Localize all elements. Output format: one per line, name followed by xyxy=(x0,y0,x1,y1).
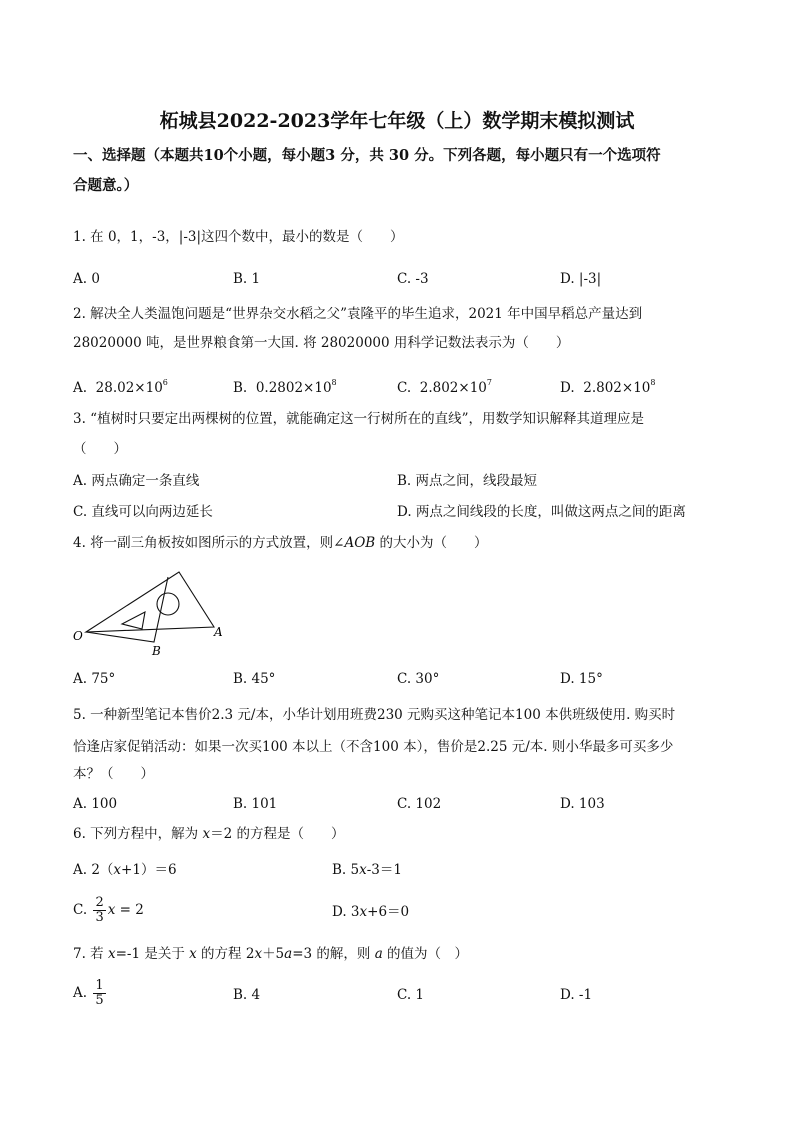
q2-option-a xyxy=(73,374,168,397)
question-1-stem: 1. 在 0，1，-3，|-3|这四个数中，最小的数是（ ） xyxy=(73,229,404,245)
q3-option-d: D. 两点之间线段的长度，叫做这两点之间的距离 xyxy=(397,504,686,520)
stem-text: 的值为（ ） xyxy=(382,946,469,962)
option-text: +6＝0 xyxy=(367,904,410,920)
stem-text: 的大小为（ ） xyxy=(375,535,488,551)
stem-text: 7. 若 xyxy=(73,946,108,962)
inner-triangle-hole xyxy=(122,612,145,629)
fraction xyxy=(93,896,105,925)
denominator: 3 xyxy=(95,910,104,925)
q3-option-c: C. 直线可以向两边延长 xyxy=(73,504,213,520)
q7-option-d: D. -1 xyxy=(560,987,593,1003)
q6-option-d xyxy=(332,903,409,921)
q7-option-a xyxy=(73,979,108,1008)
option-label: C. xyxy=(73,902,88,918)
variable: x xyxy=(359,862,367,878)
question-6-stem xyxy=(73,825,344,843)
numerator: 1 xyxy=(95,978,104,993)
option-label: B. xyxy=(233,380,248,396)
option-exponent: 6 xyxy=(162,378,168,387)
section-heading: 一、选择题（本题共10个小题，每小题3 分，共 30 分。下列各题，每小题只有一个选项符 xyxy=(73,147,661,164)
option-base: 2.802×10 xyxy=(583,380,651,396)
exam-title: 柘城县2022-2023学年七年级（上）数学期末模拟测试 xyxy=(159,110,635,132)
option-base: 0.2802×10 xyxy=(255,380,332,396)
q4-option-d: D. 15° xyxy=(560,671,603,687)
q5-option-b: B. 101 xyxy=(233,796,278,812)
q2-option-d xyxy=(560,374,655,397)
variable: x xyxy=(254,946,263,962)
q4-option-b: B. 45° xyxy=(233,671,276,687)
q1-option-d: D. |-3| xyxy=(560,271,602,287)
q1-option-b: B. 1 xyxy=(233,271,261,287)
label-b: B xyxy=(152,644,161,658)
q4-option-a: A. 75° xyxy=(73,671,116,687)
option-label: A. xyxy=(73,985,88,1001)
denominator: 5 xyxy=(95,993,104,1008)
q6-option-a xyxy=(73,861,177,879)
q2-option-c xyxy=(397,374,492,397)
option-text: = 2 xyxy=(115,902,144,918)
question-5-stem-cont: 恰逢店家促销活动：如果一次买100 本以上（不含100 本），售价是2.25 元/本. 则小华最多可买多少 xyxy=(73,739,674,755)
question-3-stem-cont: （ ） xyxy=(73,441,127,457)
option-text: A. 2（ xyxy=(73,862,114,878)
stem-text: 6. 下列方程中，解为 xyxy=(73,826,203,842)
stem-text: ＝2 的方程是（ ） xyxy=(210,826,345,842)
variable: a xyxy=(374,946,383,962)
option-label: A. xyxy=(73,380,88,396)
q3-option-a: A. 两点确定一条直线 xyxy=(73,473,200,489)
option-base: 2.802×10 xyxy=(419,380,487,396)
option-exponent: 8 xyxy=(331,378,337,387)
q3-option-b: B. 两点之间，线段最短 xyxy=(397,473,538,489)
question-7-stem xyxy=(73,945,468,963)
q6-option-b xyxy=(332,861,402,879)
variable: x xyxy=(113,862,122,878)
stem-text: =-1 是关于 xyxy=(115,946,190,962)
fraction xyxy=(93,979,105,1008)
option-label: D. xyxy=(560,380,575,396)
option-base: 28.02×10 xyxy=(95,380,163,396)
question-5-stem: 5. 一种新型笔记本售价2.3 元/本，小华计划用班费230 元购买这种笔记本100 本供班级使用. 购买时 xyxy=(73,707,676,723)
option-text: D. 3 xyxy=(332,904,360,920)
q1-option-a: A. 0 xyxy=(73,271,100,287)
q7-option-b: B. 4 xyxy=(233,987,261,1003)
variable: x xyxy=(107,946,116,962)
variable: x xyxy=(107,902,116,918)
option-exponent: 7 xyxy=(486,378,492,387)
q4-option-c: C. 30° xyxy=(397,671,440,687)
question-2-stem-cont: 28020000 吨，是世界粮食第一大国. 将 28020000 用科学记数法表示为（ ） xyxy=(73,335,570,351)
question-5-stem-end: 本？（ ） xyxy=(73,766,154,782)
q5-option-c: C. 102 xyxy=(397,796,442,812)
label-o: O xyxy=(73,629,83,643)
stem-text: ＋5 xyxy=(262,946,285,962)
triangle-30-60 xyxy=(86,572,214,632)
question-3-stem: 3. “植树时只要定出两棵树的位置，就能确定这一行树所在的直线”，用数学知识解释其道理应是 xyxy=(73,411,644,427)
q1-option-c: C. -3 xyxy=(397,271,429,287)
circle-hole xyxy=(157,593,179,615)
stem-text: =3 的解，则 xyxy=(292,946,375,962)
question-4-stem xyxy=(73,534,488,552)
section-heading-cont: 合题意。） xyxy=(73,177,139,194)
question-2-stem: 2. 解决全人类温饱问题是“世界杂交水稻之父”袁隆平的毕生追求，2021 年中国早稻总产量达到 xyxy=(73,306,643,322)
q7-option-c: C. 1 xyxy=(397,987,425,1003)
q6-option-c xyxy=(73,896,144,925)
triangle-rulers-figure xyxy=(60,560,240,665)
option-exponent: 8 xyxy=(650,378,656,387)
variable: x xyxy=(202,826,211,842)
variable: a xyxy=(284,946,293,962)
option-text: B. 5 xyxy=(332,862,360,878)
variable: x xyxy=(359,904,368,920)
option-text: +1）＝6 xyxy=(121,862,177,878)
variable: x xyxy=(189,946,197,962)
stem-text: 4. 将一副三角板按如图所示的方式放置，则 xyxy=(73,535,334,551)
option-label: C. xyxy=(397,380,412,396)
stem-text: 的方程 2 xyxy=(196,946,255,962)
angle-symbol: ∠AOB xyxy=(333,535,376,551)
q5-option-d: D. 103 xyxy=(560,796,605,812)
numerator: 2 xyxy=(95,895,104,910)
option-text: -3＝1 xyxy=(366,862,402,878)
q2-option-b xyxy=(233,374,337,397)
label-a: A xyxy=(214,625,223,639)
q5-option-a: A. 100 xyxy=(73,796,118,812)
